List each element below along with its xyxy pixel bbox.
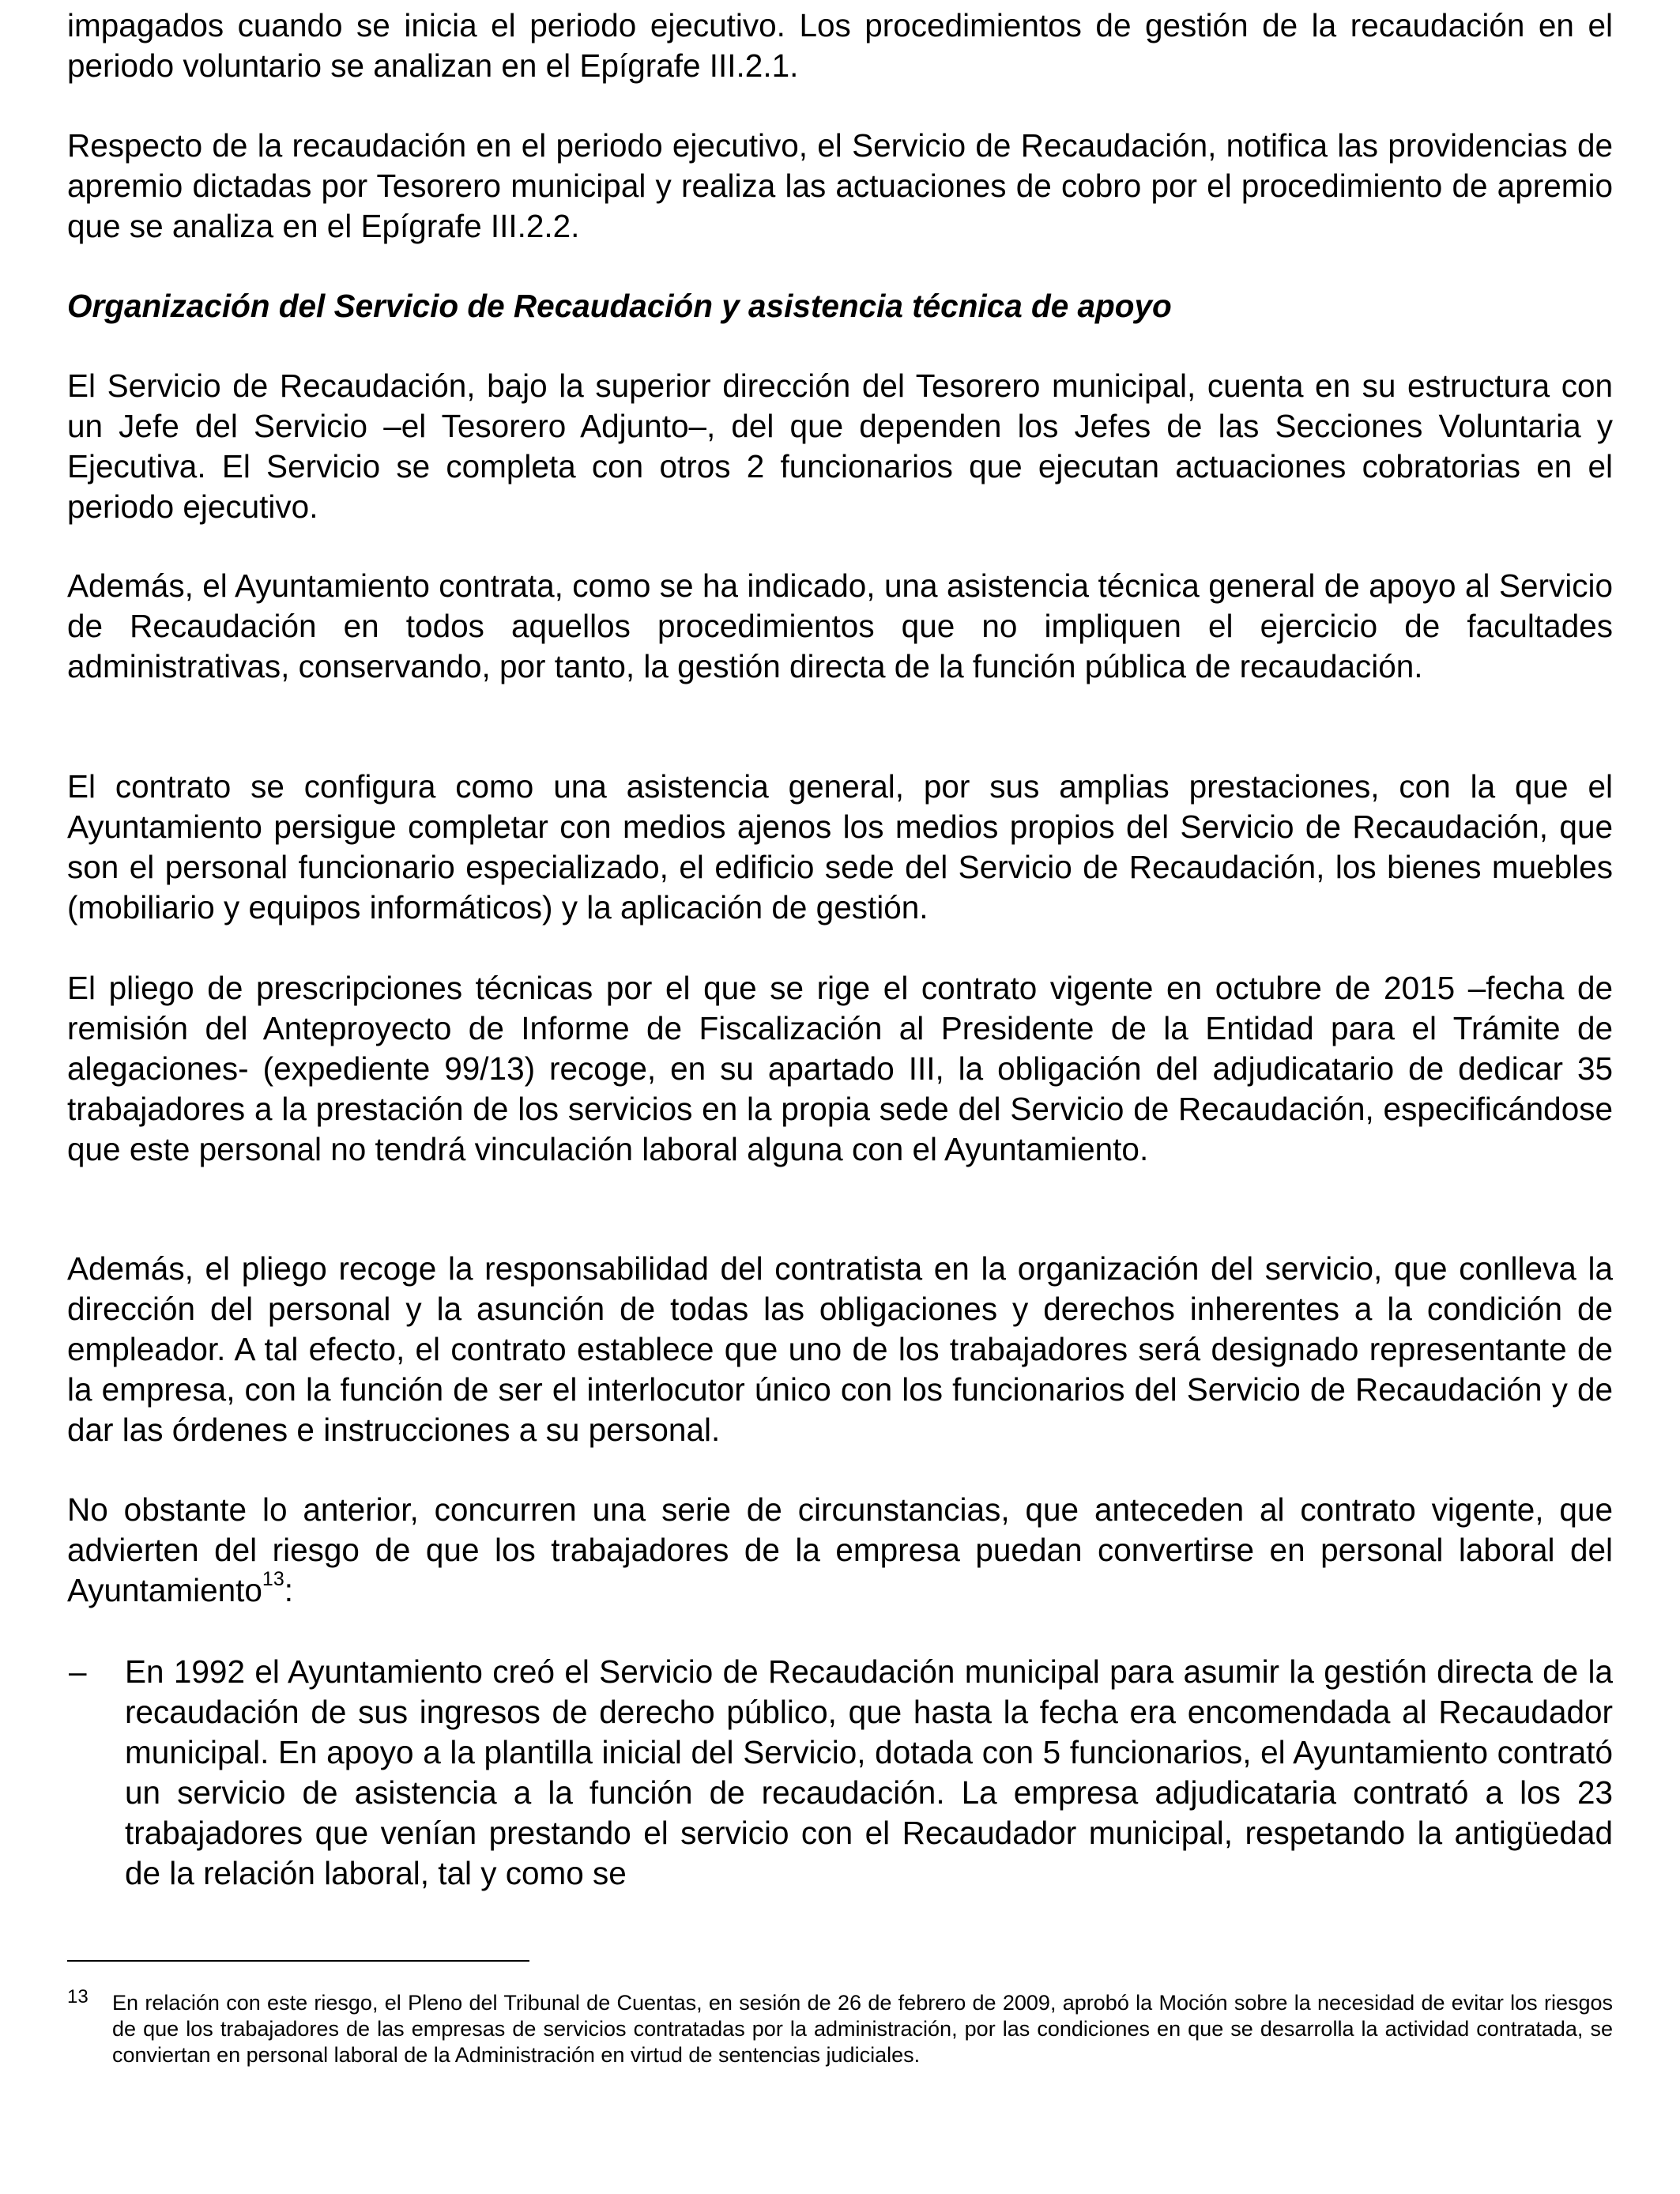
- footnote: [67, 1986, 1613, 2068]
- paragraph-circunstancias-colon: :: [284, 1572, 293, 1608]
- paragraph-asistencia-tecnica: Además, el Ayuntamiento contrata, como se ha indicado, una asistencia técnica general de apoyo al Servicio de Recaudación en todos aquellos procedimientos que no impliquen el ejercicio de facultades administrativas, conservando, por tanto, la gestión directa de la función pública de recaudación.: [67, 567, 1613, 684]
- footnote-number: 13: [67, 1986, 89, 2007]
- bullet-list: [67, 1652, 1613, 1894]
- paragraph-estructura-servicio: El Servicio de Recaudación, bajo la superior dirección del Tesorero municipal, cuenta en su estructura con un Jefe del Servicio –el Tesorero Adjunto–, del que dependen los Jefes de las Secciones Voluntaria y Ejecutiva. El Servicio se completa con otros 2 funcionarios que ejecutan actuaciones cobratorias en el periodo ejecutivo.: [67, 368, 1613, 525]
- footnote-text: En relación con este riesgo, el Pleno del Tribunal de Cuentas, en sesión de 26 de febrero de 2009, aprobó la Moción sobre la necesidad de evitar los riesgos de que los trabajadores de las empresas de servicios contratadas por la administración, por las condiciones en que se desarrolla la actividad contratada, se conviertan en personal laboral de la Administración en virtud de sentencias judiciales.: [112, 1991, 1613, 2067]
- paragraph-pliego-prescripciones: El pliego de prescripciones técnicas por el que se rige el contrato vigente en octubre de 2015 –fecha de remisión del Anteproyecto de Informe de Fiscalización al Presidente de la Entidad para el Trámite de alegaciones- (expediente 99/13) recoge, en su apartado III, la obligación del adjudicatario de dedicar 35 trabajadores a la prestación de los servicios en la propia sede del Servicio de Recaudación, especificándose que este personal no tendrá vinculación laboral alguna con el Ayuntamiento.: [67, 970, 1613, 1167]
- list-item-text: En 1992 el Ayuntamiento creó el Servicio de Recaudación municipal para asumir la gestión directa de la recaudación de sus ingresos de derecho público, que hasta la fecha era encomendada al Recaudador municipal. En apoyo a la plantilla inicial del Servicio, dotada con 5 funcionarios, el Ayuntamiento contrató un servicio de asistencia a la función de recaudación. La empresa adjudicataria contrató a los 23 trabajadores que venían prestando el servicio con el Recaudador municipal, respetando la antigüedad de la relación laboral, tal y como se: [125, 1653, 1613, 1891]
- footnote-reference[interactable]: 13: [262, 1567, 284, 1590]
- paragraph-circunstancias: [67, 1490, 1613, 1611]
- paragraph-contrato-general: El contrato se configura como una asistencia general, por sus amplias prestaciones, con la que el Ayuntamiento persigue completar con medios ajenos los medios propios del Servicio de Recaudación, que son el personal funcionario especializado, el edificio sede del Servicio de Recaudación, los bienes muebles (mobiliario y equipos informáticos) y la aplicación de gestión.: [67, 768, 1613, 925]
- paragraph-periodo-voluntario: impagados cuando se inicia el periodo ejecutivo. Los procedimientos de gestión de la recaudación en el periodo voluntario se analizan en el Epígrafe III.2.1.: [67, 7, 1613, 84]
- section-heading-organizacion: Organización del Servicio de Recaudación y asistencia técnica de apoyo: [67, 288, 1172, 324]
- footnote-separator: [67, 1960, 529, 1962]
- list-item: [67, 1652, 1613, 1894]
- paragraph-responsabilidad-contratista: Además, el pliego recoge la responsabilidad del contratista en la organización del servicio, que conlleva la dirección del personal y la asunción de todas las obligaciones y derechos inherentes a la condición de empleador. A tal efecto, el contrato establece que uno de los trabajadores será designado representante de la empresa, con la función de ser el interlocutor único con los funcionarios del Servicio de Recaudación y de dar las órdenes e instrucciones a su personal.: [67, 1250, 1613, 1448]
- paragraph-circunstancias-text: No obstante lo anterior, concurren una serie de circunstancias, que anteceden al contrato vigente, que advierten del riesgo de que los trabajadores de la empresa puedan convertirse en personal laboral del Ayuntamiento: [67, 1491, 1613, 1608]
- dash-bullet-icon: –: [69, 1653, 87, 1690]
- paragraph-periodo-ejecutivo: Respecto de la recaudación en el periodo ejecutivo, el Servicio de Recaudación, notifica las providencias de apremio dictadas por Tesorero municipal y realiza las actuaciones de cobro por el procedimiento de apremio que se analiza en el Epígrafe III.2.2.: [67, 127, 1613, 244]
